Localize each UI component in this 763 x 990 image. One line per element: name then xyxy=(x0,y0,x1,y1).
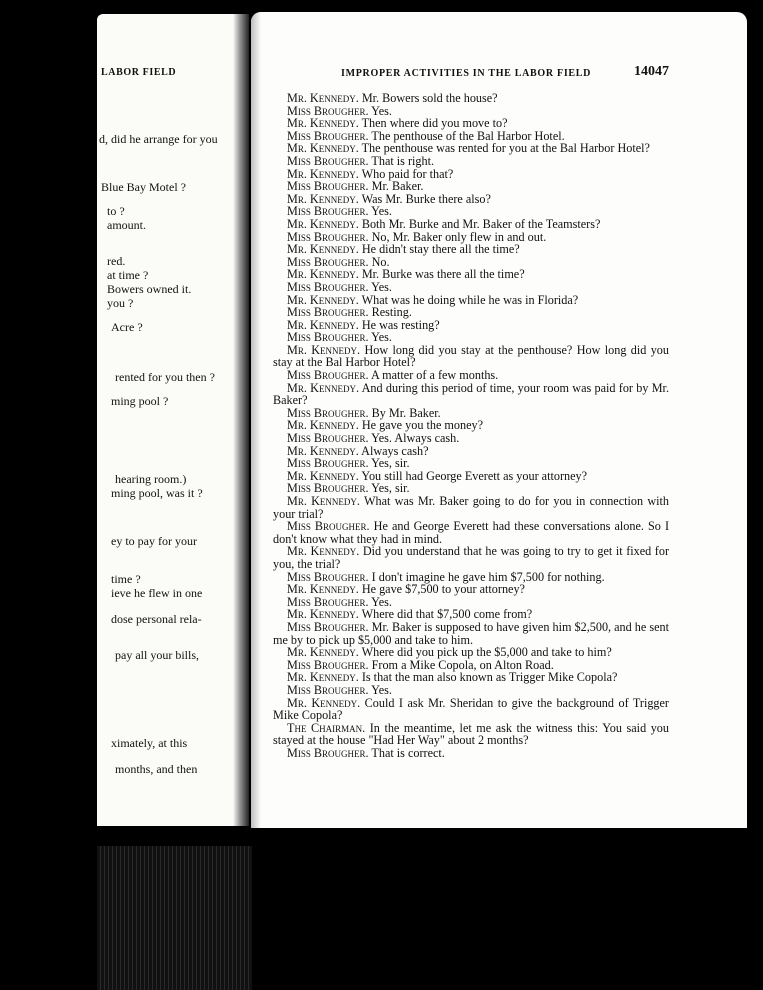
left-page-line: ey to pay for your xyxy=(111,534,197,548)
speaker-label: Mr. Kennedy. xyxy=(287,582,359,597)
speaker-label: Miss Brougher. xyxy=(287,405,369,420)
speaker-label: Miss Brougher. xyxy=(287,254,369,269)
speech-text: Always cash? xyxy=(358,443,429,458)
transcript-paragraph xyxy=(273,545,669,570)
left-running-head: LABOR FIELD xyxy=(101,67,177,78)
speech-text: A matter of a few months. xyxy=(368,368,499,383)
speech-text: From a Mike Copola, on Alton Road. xyxy=(368,657,554,672)
left-page xyxy=(97,14,249,826)
speaker-label: Miss Brougher. xyxy=(287,229,369,244)
speaker-label: Mr. Kennedy. xyxy=(287,191,359,206)
left-page-line: d, did he arrange for you xyxy=(99,132,218,146)
left-page-line: ieve he flew in one xyxy=(111,586,203,600)
speech-text: Was Mr. Burke there also? xyxy=(358,191,491,206)
left-page-line: amount. xyxy=(107,218,146,232)
speech-text: Yes, sir. xyxy=(368,481,410,496)
speech-text: Yes. xyxy=(368,594,392,609)
speech-text: You still had George Everett as your attorney? xyxy=(358,468,588,483)
speaker-label: Mr. Kennedy. xyxy=(287,116,359,131)
speech-text: Yes, sir. xyxy=(368,456,410,471)
speaker-label: Mr. Kennedy. xyxy=(287,418,359,433)
speaker-label: Miss Brougher. xyxy=(287,431,369,446)
left-page-line: at time ? xyxy=(107,268,149,282)
speech-text: He gave you the money? xyxy=(358,418,483,433)
speech-text: No. xyxy=(368,254,390,269)
speaker-label: Miss Brougher. xyxy=(287,519,370,534)
speaker-label: Miss Brougher. xyxy=(287,305,369,320)
speech-text: Is that the man also known as Trigger Mike Copola? xyxy=(358,670,618,685)
transcript-paragraph xyxy=(273,382,669,407)
speaker-label: Miss Brougher. xyxy=(287,330,369,345)
transcript-paragraph xyxy=(273,697,669,722)
left-page-line: Acre ? xyxy=(111,320,143,334)
left-page-line: rented for you then ? xyxy=(115,370,215,384)
speech-text: Yes. xyxy=(368,330,392,345)
speaker-label: Mr. Kennedy. xyxy=(287,607,359,622)
speaker-label: Miss Brougher. xyxy=(287,745,369,760)
speaker-label: Mr. Kennedy. xyxy=(287,141,359,156)
transcript-body xyxy=(273,92,669,759)
speaker-label: Mr. Kennedy. xyxy=(287,380,360,395)
speech-text: He didn't stay there all the time? xyxy=(358,242,520,257)
speech-text: Resting. xyxy=(368,305,412,320)
left-page-line: ming pool ? xyxy=(111,394,169,408)
transcript-paragraph xyxy=(273,722,669,747)
speaker-label: Miss Brougher. xyxy=(287,456,369,471)
transcript-paragraph xyxy=(273,621,669,646)
speaker-label: Miss Brougher. xyxy=(287,481,369,496)
binding-edge xyxy=(97,846,252,990)
speech-text: How long did you stay at the penthouse? How long did you stay at the Bal Harbor Hotel? xyxy=(273,342,669,370)
speaker-label: Mr. Kennedy. xyxy=(287,468,359,483)
speaker-label: Mr. Kennedy. xyxy=(287,670,359,685)
left-page-line: months, and then xyxy=(115,762,198,776)
speech-text: Yes. xyxy=(368,204,392,219)
speech-text: Yes. xyxy=(368,682,392,697)
speech-text: He was resting? xyxy=(358,317,440,332)
speaker-label: Miss Brougher. xyxy=(287,657,369,672)
speech-text: What was Mr. Baker going to do for you in connection with your trial? xyxy=(273,494,669,521)
speaker-label: Miss Brougher. xyxy=(287,103,369,118)
left-page-line: hearing room.) xyxy=(115,472,187,486)
speaker-label: Mr. Kennedy. xyxy=(287,695,361,710)
speaker-label: Miss Brougher. xyxy=(287,153,369,168)
transcript-paragraph xyxy=(273,747,669,760)
book-gutter xyxy=(233,14,249,826)
speaker-label: Miss Brougher. xyxy=(287,619,369,634)
speech-text: And during this period of time, your room was paid for by Mr. Baker? xyxy=(273,380,669,408)
speech-text: The penthouse was rented for you at the Bal Harbor Hotel? xyxy=(358,141,650,156)
transcript-paragraph xyxy=(273,495,669,520)
speech-text: Who paid for that? xyxy=(358,166,454,181)
speaker-label: Mr. Kennedy. xyxy=(287,317,359,332)
speaker-label: Mr. Kennedy. xyxy=(287,645,359,660)
speaker-label: Miss Brougher. xyxy=(287,179,369,194)
running-head: IMPROPER ACTIVITIES IN THE LABOR FIELD xyxy=(341,68,592,79)
speech-text: That is correct. xyxy=(368,745,445,760)
speaker-label: Mr. Kennedy. xyxy=(287,216,359,231)
page-shadow xyxy=(251,12,261,828)
speaker-label: Mr. Kennedy. xyxy=(287,242,359,257)
speaker-label: Mr. Kennedy. xyxy=(287,544,360,559)
left-page-line: you ? xyxy=(107,296,134,310)
speaker-label: Mr. Kennedy. xyxy=(287,494,360,508)
speech-text: Then where did you move to? xyxy=(358,116,508,131)
speaker-label: Miss Brougher. xyxy=(287,368,369,383)
speech-text: Could I ask Mr. Sheridan to give the background of Trigger Mike Copola? xyxy=(273,695,669,723)
left-page-line: red. xyxy=(107,254,126,268)
speech-text: The penthouse of the Bal Harbor Hotel. xyxy=(368,128,565,143)
left-page-line: Bowers owned it. xyxy=(107,282,192,296)
transcript-paragraph xyxy=(273,344,669,369)
speaker-label: Mr. Kennedy. xyxy=(287,91,359,105)
speech-text: Yes. Always cash. xyxy=(368,431,460,446)
speech-text: Mr. Baker is supposed to have given him $2,500, and he sent me by to pick up $5,000 and take to him. xyxy=(273,619,669,647)
transcript-paragraph xyxy=(273,520,669,545)
left-page-line: ming pool, was it ? xyxy=(111,486,203,500)
speaker-label: Mr. Kennedy. xyxy=(287,342,361,357)
speaker-label: Miss Brougher. xyxy=(287,682,369,697)
speech-text: In the meantime, let me ask the witness this: You said you stayed at the house "Had Her Way" about 2 months? xyxy=(273,720,669,748)
speech-text: He and George Everett had these conversations alone. So I don't know what they had in mind. xyxy=(273,519,669,546)
speaker-label: The Chairman. xyxy=(287,720,366,735)
speaker-label: Mr. Kennedy. xyxy=(287,166,359,181)
speaker-label: Miss Brougher. xyxy=(287,279,369,294)
speech-text: What was he doing while he was in Florida? xyxy=(358,292,579,307)
speech-text: By Mr. Baker. xyxy=(368,405,441,420)
speech-text: Yes. xyxy=(368,103,392,118)
speaker-label: Miss Brougher. xyxy=(287,594,369,609)
speech-text: That is right. xyxy=(368,153,435,168)
left-page-line: time ? xyxy=(111,572,141,586)
speech-text: Mr. Burke was there all the time? xyxy=(358,267,525,282)
speech-text: Mr. Baker. xyxy=(368,179,424,194)
speech-text: Where did that $7,500 come from? xyxy=(358,607,533,622)
speech-text: Both Mr. Burke and Mr. Baker of the Teamsters? xyxy=(358,216,601,231)
left-page-line: Blue Bay Motel ? xyxy=(101,180,186,194)
speaker-label: Miss Brougher. xyxy=(287,569,369,584)
speaker-label: Mr. Kennedy. xyxy=(287,443,359,458)
speech-text: Where did you pick up the $5,000 and take to him? xyxy=(358,645,612,660)
left-page-line: ximately, at this xyxy=(111,736,188,750)
speech-text: Mr. Bowers sold the house? xyxy=(358,91,498,105)
left-page-line: to ? xyxy=(107,204,125,218)
speaker-label: Miss Brougher. xyxy=(287,204,369,219)
speech-text: I don't imagine he gave him $7,500 for nothing. xyxy=(368,569,605,584)
speech-text: Did you understand that he was going to try to get it fixed for you, the trial? xyxy=(273,544,669,571)
speech-text: Yes. xyxy=(368,279,392,294)
left-page-line: dose personal rela- xyxy=(111,612,202,626)
right-page xyxy=(251,12,747,828)
speaker-label: Mr. Kennedy. xyxy=(287,292,359,307)
page-number: 14047 xyxy=(634,64,669,79)
speaker-label: Miss Brougher. xyxy=(287,128,369,143)
left-page-line: pay all your bills, xyxy=(115,648,199,662)
speech-text: He gave $7,500 to your attorney? xyxy=(358,582,525,597)
speech-text: No, Mr. Baker only flew in and out. xyxy=(368,229,547,244)
speaker-label: Mr. Kennedy. xyxy=(287,267,359,282)
